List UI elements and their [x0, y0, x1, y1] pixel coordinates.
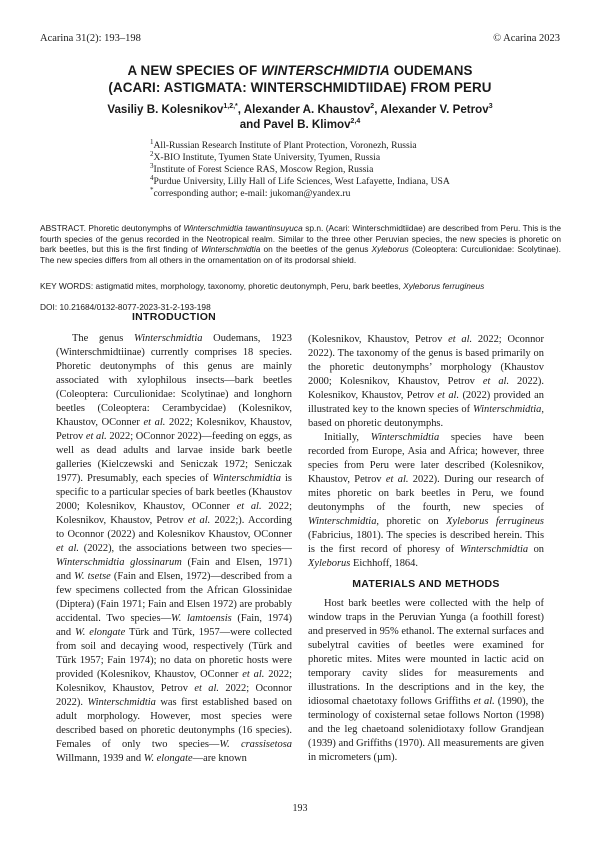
affiliation-3: $^3$Institute of Forest Science RAS, Moscow Region, Russia [150, 162, 374, 176]
article-title [40, 62, 560, 96]
author-3: Alexander V. Petrov [380, 103, 489, 116]
affiliation-1: $^1$All-Russian Research Institute of Plant Protection, Voronezh, Russia [150, 137, 417, 151]
right-column [308, 333, 544, 765]
materials-paragraph-1: Host bark beetles were collected with the help of window traps in the Peruvian Yunga (a foothill forest) and preserved in 95% ethanol. The external surfaces and subelytral cavities of beetles were examined for phoretic mites. Mites were mounted in lactic acid on temporary cavity slides for measurements and illustrations. In the descriptions and in the key, the idiosomal chaetotaxy follows Griffiths et al. (1990), the terminology of coxisternal setae follows Norton (1998) and the leg chaetoand solenidiotaxy follow Grandjean (1939) and Griffiths (1970). All measurements are given in micrometers (µm). [308, 598, 545, 764]
author-4: Pavel B. Klimov [263, 118, 351, 131]
doi: DOI: 10.21684/0132-8077-2023-31-2-193-198 [40, 302, 211, 312]
intro-paragraph-1-continued: (Kolesnikov, Khaustov, Petrov et al. 2022; Oconnor 2022). The taxonomy of the genus is based primarily on the phoretic deutonymphs’ morphology (Khaustov 2000; Kolesnikov, Khaustov, Petrov et al. 2022). Kolesnikov, Khaustov, Petrov et al. (2022) provided an illustrated key to the known species of Winterschmidtia, based on phoretic deutonymphs. [308, 334, 545, 430]
affiliation-2: $^2$X-BIO Institute, Tyumen State University, Tyumen, Russia [150, 149, 381, 164]
title-line-2: (ACARI: ASTIGMATA: WINTERSCHMIDTIIDAE) FROM PERU [108, 80, 492, 95]
introduction-heading: INTRODUCTION [131, 311, 217, 323]
intro-paragraph-2: Initially, Winterschmidtia species have been recorded from Europe, Asia and Africa; however, three species from Peru were later described (Kolesnikov, Khaustov, Petrov et al. 2022). During our research of mites phoretic on bark beetles in Peru, we found deutonymphs of the fourth, new species of Winterschmidtia, phoretic on Xyleborus ferrugineus (Fabricius, 1801). The species is described herein. This is the first record of phoresy of Winterschmidtia on Xyleborus Eichhoff, 1864. [308, 432, 545, 570]
keywords: KEY WORDS: astigmatid mites, morphology, taxonomy, phoretic deutonymph, Peru, bark beetles, Xyleborus ferrugineus [40, 281, 485, 291]
author-1: Vasiliy B. Kolesnikov [107, 103, 224, 116]
author-list: Vasiliy B. Kolesnikov$^{1,2,*}$, Alexander A. Khaustov$^2$, Alexander V. Petrov$^3$ and Pavel B. Klimov$^{2,4}$ [107, 103, 493, 131]
affiliations [150, 137, 530, 200]
intro-paragraph-1: The genus Winterschmidtia Oudemans, 1923 (Winterschmidtiinae) currently comprises 18 species. Phoretic deutonymphs of this genus are mainly associated with xylophilous insects—bark beetles (Coleoptera: Curculionidae: Scolytinae) and longhorn beetles (Coleoptera: Cerambycidae) (Kolesnikov, Khaustov, OConner et al. 2022; Kolesnikov, Khaustov, Petrov et al. 2022; OConnor 2022)—feeding on eggs, as well as dead adults and larvae inside bark beetle galleries (Kielczewski and Seniczak 1972; Seniczak 1977). Presumably, each species of Winterschmidtia is specific to a particular species of bark beetles (Khaustov 2000; Kolesnikov, Khaustov, OConner et al. 2022; Kolesnikov, Khaustov, Petrov et al. 2022;). According to Oconnor (2022) and Kolesnikov Khaustov, OConner et al. (2022), the associations between two species—Winterschmidtia glossinarum (Fain and Elsen, 1971) and W. tsetse (Fain and Elsen, 1972)—described from a few specimens collected from the African Glossinidae (Diptera) (Fain 1971; Fain and Elsen 1972) are probably accidental. Two species—W. lamtoensis (Fain, 1974) and W. elongate Türk and Türk, 1957—were collected from soil and decaying wood, respectively (Türk and Türk 1957; Fain 1974); no data on phoretic hosts were provided (Kolesnikov, Khaustov, OConner et al. 2022; Kolesnikov, Khaustov, Petrov et al. 2022; Oconnor 2022). Winterschmidtia was first established based on adult morphology. However, most species were described based on phoretic deutonymphs (16 species). Females of only two species—W. crassisetosa Willmann, 1939 and W. elongate—are known [56, 333, 293, 765]
affiliation-4: $^4$Purdue University, Lilly Hall of Life Sciences, West Lafayette, Indiana, USA [150, 174, 450, 188]
corresponding-author: *corresponding author; e-mail: jukoman@yandex.ru [150, 186, 351, 200]
author-2: Alexander A. Khaustov [243, 103, 371, 116]
title-line-1: A NEW SPECIES OF WINTERSCHMIDTIA OUDEMANS [127, 63, 473, 78]
abstract: ABSTRACT. Phoretic deutonymphs of Winterschmidtia tawantinsuyuca sp.n. (Acari: Winterschmidtiidae) are described from Peru. This is the fourth species of the genus recorded in the Neotropical realm. Similar to the three other Peruvian species, the new species is phoretic on bark beetles, but this is the first finding of Winterschmidtia on the beetles of the genus Xyleborus (Coleoptera: Curculionidae: Scolytinae). The new species differs from all others in the ornamentation on of its prodorsal shield. [40, 223, 562, 265]
page-number: 193 [292, 803, 308, 814]
materials-heading: MATERIALS AND METHODS [352, 578, 500, 591]
running-head-left: Acarina 31(2): 193–198 [40, 33, 141, 44]
left-column [56, 308, 292, 766]
running-head-right: © Acarina 2023 [493, 33, 560, 44]
